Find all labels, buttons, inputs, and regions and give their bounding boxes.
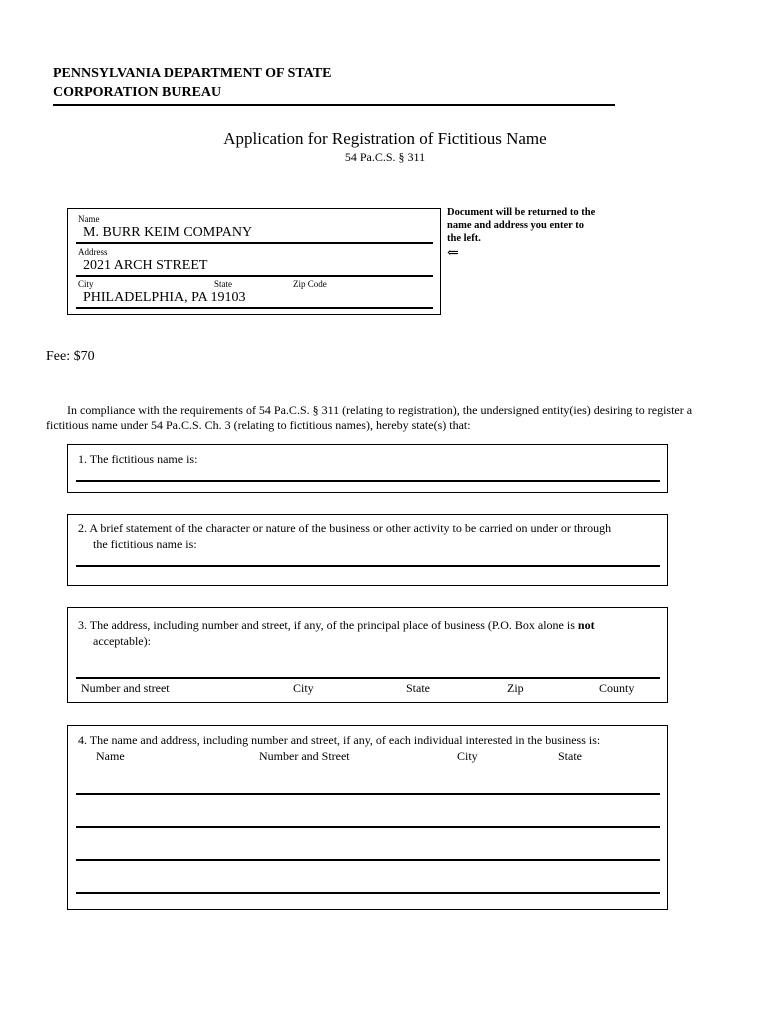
return-note-line2: name and address you enter to <box>447 220 584 231</box>
section3-line1-text: 3. The address, including number and street, if any, of the principal place of business (P.O. Box alone is <box>78 618 578 632</box>
section4-line1: 4. The name and address, including number and street, if any, of each individual interested in the business is: <box>78 733 601 747</box>
section2-line1: 2. A brief statement of the character or nature of the business or other activity to be carried on under or through <box>78 521 612 535</box>
city-underline <box>76 307 433 309</box>
return-note-line3: the left. <box>447 233 481 244</box>
individual-line-4[interactable] <box>76 892 660 894</box>
form-subtitle: 54 Pa.C.S. § 311 <box>344 150 426 164</box>
zip-label: Zip Code <box>293 279 327 289</box>
return-note <box>447 206 595 263</box>
col-city: City <box>293 681 314 695</box>
col-state-4: State <box>558 749 582 763</box>
name-field[interactable]: M. BURR KEIM COMPANY <box>83 225 253 240</box>
col-city-4: City <box>457 749 478 763</box>
individual-line-1[interactable] <box>76 793 660 795</box>
form-title: Application for Registration of Fictitious Name <box>223 129 547 148</box>
left-arrow-icon: ⇐ <box>447 246 459 261</box>
section2-line2: the fictitious name is: <box>93 537 197 551</box>
col-state: State <box>406 681 430 695</box>
header-divider <box>53 104 615 106</box>
city-state-zip-field[interactable]: PHILADELPHIA, PA 19103 <box>83 290 246 305</box>
city-label: City <box>78 279 94 289</box>
name-underline <box>76 242 433 244</box>
compliance-line1: In compliance with the requirements of 54 Pa.C.S. § 311 (relating to registration), the undersigned entity(ies) desiring to register a <box>67 403 693 417</box>
col-name: Name <box>96 749 125 763</box>
principal-address-field[interactable] <box>76 677 660 679</box>
col-number-and-street: Number and Street <box>259 749 350 763</box>
department-header <box>53 64 331 102</box>
return-note-line1: Document will be returned to the <box>447 207 596 218</box>
compliance-line2: fictitious name under 54 Pa.C.S. Ch. 3 (relating to fictitious names), hereby state(s) that: <box>46 418 471 432</box>
col-county: County <box>599 681 635 695</box>
col-zip: Zip <box>507 681 524 695</box>
fee-text: Fee: $70 <box>46 349 95 364</box>
section1-label: 1. The fictitious name is: <box>78 452 198 466</box>
section3-line2: acceptable): <box>93 634 151 648</box>
business-nature-field[interactable] <box>76 565 660 567</box>
fictitious-name-field[interactable] <box>76 480 660 482</box>
address-underline <box>76 275 433 277</box>
address-label: Address <box>78 247 108 257</box>
name-label: Name <box>78 214 100 224</box>
individual-line-3[interactable] <box>76 859 660 861</box>
individual-line-2[interactable] <box>76 826 660 828</box>
address-field[interactable]: 2021 ARCH STREET <box>83 258 208 273</box>
state-label: State <box>214 279 232 289</box>
col-number-street: Number and street <box>81 681 170 695</box>
department-name: PENNSYLVANIA DEPARTMENT OF STATE <box>53 66 332 81</box>
bureau-name: CORPORATION BUREAU <box>53 85 222 100</box>
section3-line1 <box>78 617 595 633</box>
section3-not-emphasis: not <box>577 618 595 632</box>
